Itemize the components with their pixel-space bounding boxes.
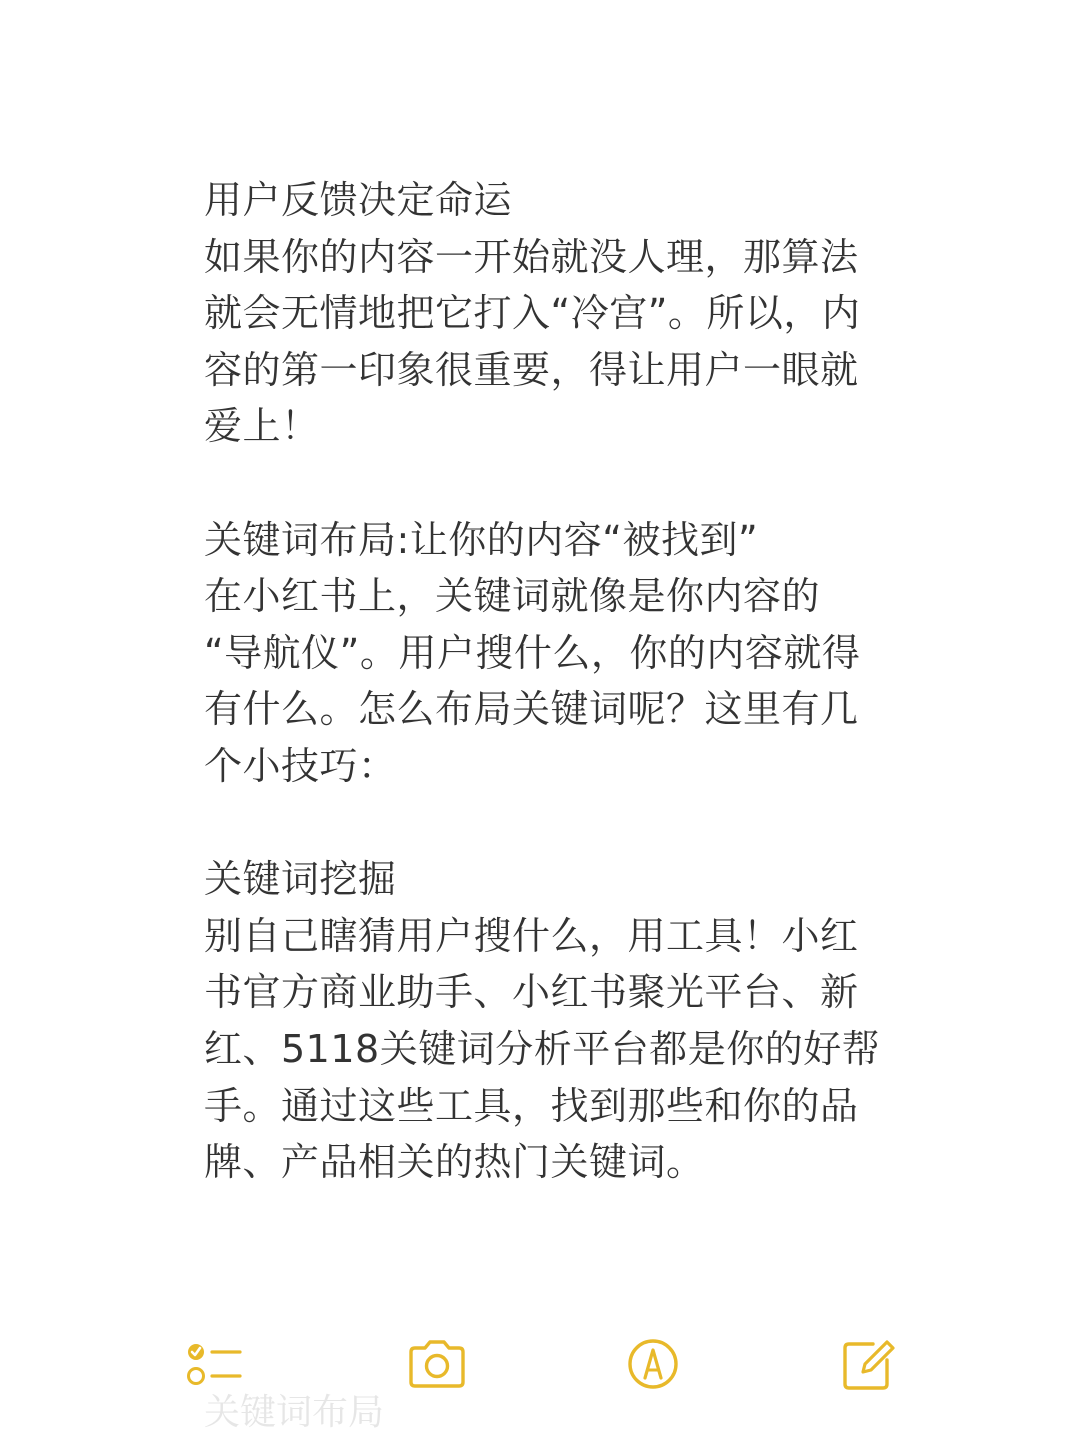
note-section-3 <box>204 851 884 1191</box>
faded-next-heading: 关键词布局 <box>204 1392 385 1433</box>
text-line: 如果你的内容一开始就没人理，那算法 <box>204 234 859 279</box>
camera-button[interactable] <box>405 1332 469 1396</box>
text-line: 别自己瞎猜用户搜什么，用工具！小红 <box>204 913 859 958</box>
text-line: 在小红书上，关键词就像是你内容的 <box>204 574 821 619</box>
text-line: 个小技巧： <box>204 743 397 788</box>
text-line: 容的第一印象很重要，得让用户一眼就 <box>204 347 859 392</box>
text-line: “导航仪”。用户搜什么，你的内容就得 <box>204 630 861 675</box>
text-line: 牌、产品相关的热门关键词。 <box>204 1140 705 1185</box>
section-heading: 关键词布局:让你的内容“被找到” <box>204 517 759 562</box>
text-line: 有什么。怎么布局关键词呢？这里有几 <box>204 687 859 732</box>
checklist-icon <box>182 1332 246 1396</box>
checklist-button[interactable] <box>182 1332 246 1396</box>
text-line: 书官方商业助手、小红书聚光平台、新 <box>204 970 859 1015</box>
text-line: 手。通过这些工具，找到那些和你的品 <box>204 1083 859 1128</box>
note-body[interactable] <box>204 172 884 1191</box>
section-heading: 关键词挖掘 <box>204 857 397 902</box>
text-line: 红、5118关键词分析平台都是你的好帮 <box>204 1026 881 1071</box>
text-line: 爱上！ <box>204 404 320 449</box>
blank-line <box>204 795 884 852</box>
note-section-1 <box>204 172 884 455</box>
markup-pen-icon <box>621 1332 685 1396</box>
note-section-2 <box>204 512 884 795</box>
blank-line <box>204 455 884 512</box>
bottom-toolbar <box>0 1324 1080 1404</box>
markup-button[interactable] <box>621 1332 685 1396</box>
compose-button[interactable] <box>835 1332 899 1396</box>
text-line: 就会无情地把它打入“冷宫”。所以，内 <box>204 291 861 336</box>
camera-icon <box>405 1332 469 1396</box>
section-heading: 用户反馈决定命运 <box>204 178 513 222</box>
compose-icon <box>835 1332 899 1396</box>
